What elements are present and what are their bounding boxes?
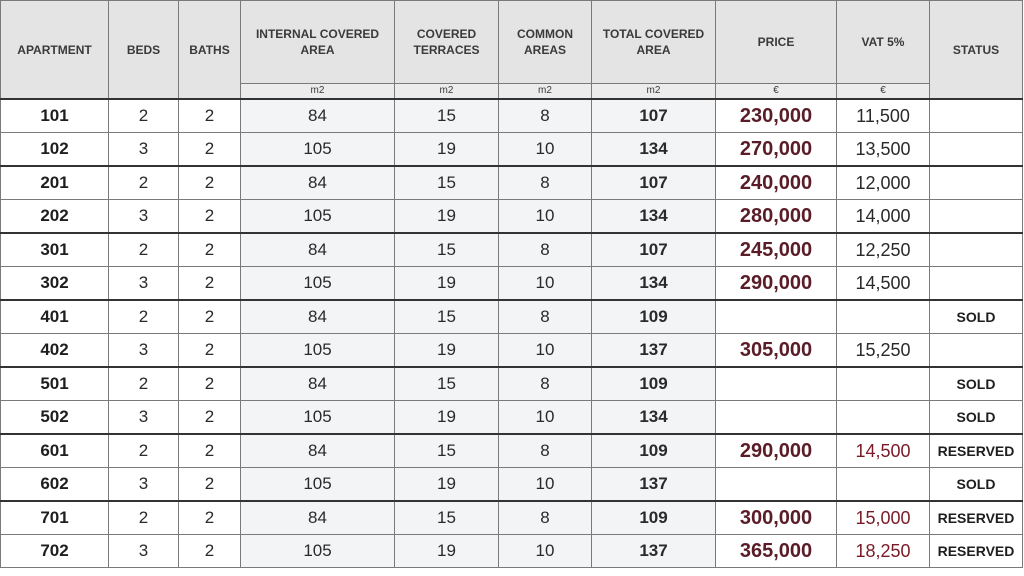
cell-apartment: 502 [1,401,109,435]
cell-vat: 18,250 [837,535,930,568]
table-row [1,535,1023,568]
cell-baths: 2 [179,267,241,301]
cell-price: 290,000 [716,267,837,301]
cell-common-areas: 8 [499,367,592,401]
cell-common-areas: 8 [499,233,592,267]
cell-apartment: 501 [1,367,109,401]
cell-status: SOLD [930,401,1023,435]
table-header [1,1,1023,100]
cell-status [930,334,1023,368]
cell-status: SOLD [930,468,1023,502]
cell-internal-area: 84 [241,501,395,535]
cell-apartment: 302 [1,267,109,301]
cell-common-areas: 8 [499,501,592,535]
cell-price: 270,000 [716,133,837,167]
cell-covered-terraces: 19 [395,535,499,568]
cell-vat [837,401,930,435]
cell-status: RESERVED [930,535,1023,568]
cell-common-areas: 10 [499,401,592,435]
cell-covered-terraces: 15 [395,99,499,133]
cell-total-covered-area: 109 [592,501,716,535]
header-baths: BATHS [179,1,241,100]
cell-internal-area: 105 [241,535,395,568]
unit-total-covered-area: m2 [592,84,716,100]
cell-price: 240,000 [716,166,837,200]
cell-internal-area: 105 [241,267,395,301]
cell-covered-terraces: 19 [395,334,499,368]
cell-total-covered-area: 134 [592,133,716,167]
header-internal-area: INTERNAL COVERED AREA [241,1,395,84]
header-covered-terraces: COVERED TERRACES [395,1,499,84]
header-price: PRICE [716,1,837,84]
header-apartment: APARTMENT [1,1,109,100]
cell-baths: 2 [179,434,241,468]
table-row [1,501,1023,535]
cell-status: RESERVED [930,501,1023,535]
cell-internal-area: 105 [241,401,395,435]
cell-vat: 15,000 [837,501,930,535]
cell-status [930,233,1023,267]
cell-covered-terraces: 19 [395,468,499,502]
cell-covered-terraces: 19 [395,133,499,167]
cell-price [716,300,837,334]
cell-beds: 2 [109,367,179,401]
cell-beds: 3 [109,334,179,368]
table-row [1,166,1023,200]
cell-internal-area: 105 [241,133,395,167]
header-common-areas: COMMON AREAS [499,1,592,84]
table-body [1,99,1023,568]
cell-beds: 3 [109,468,179,502]
cell-price [716,367,837,401]
cell-price: 230,000 [716,99,837,133]
cell-price: 365,000 [716,535,837,568]
cell-common-areas: 10 [499,535,592,568]
cell-covered-terraces: 19 [395,267,499,301]
unit-price: € [716,84,837,100]
cell-common-areas: 10 [499,468,592,502]
cell-covered-terraces: 15 [395,501,499,535]
cell-baths: 2 [179,233,241,267]
cell-vat: 12,000 [837,166,930,200]
cell-total-covered-area: 134 [592,267,716,301]
cell-apartment: 701 [1,501,109,535]
cell-apartment: 201 [1,166,109,200]
cell-baths: 2 [179,334,241,368]
cell-price [716,401,837,435]
cell-common-areas: 10 [499,133,592,167]
cell-internal-area: 105 [241,200,395,234]
cell-common-areas: 10 [499,200,592,234]
unit-internal-area: m2 [241,84,395,100]
header-status: STATUS [930,1,1023,100]
cell-baths: 2 [179,535,241,568]
cell-vat: 14,500 [837,434,930,468]
cell-beds: 2 [109,434,179,468]
cell-baths: 2 [179,300,241,334]
cell-vat [837,468,930,502]
table-row [1,367,1023,401]
cell-internal-area: 84 [241,233,395,267]
cell-apartment: 101 [1,99,109,133]
cell-covered-terraces: 15 [395,166,499,200]
table-row [1,200,1023,234]
cell-internal-area: 84 [241,166,395,200]
cell-status: SOLD [930,367,1023,401]
cell-vat: 14,500 [837,267,930,301]
cell-vat: 11,500 [837,99,930,133]
cell-beds: 3 [109,535,179,568]
cell-beds: 3 [109,200,179,234]
table-row [1,401,1023,435]
cell-price: 245,000 [716,233,837,267]
cell-total-covered-area: 109 [592,434,716,468]
cell-beds: 2 [109,99,179,133]
cell-apartment: 301 [1,233,109,267]
cell-common-areas: 8 [499,434,592,468]
cell-baths: 2 [179,401,241,435]
cell-total-covered-area: 137 [592,468,716,502]
cell-total-covered-area: 107 [592,233,716,267]
cell-apartment: 202 [1,200,109,234]
cell-vat: 15,250 [837,334,930,368]
cell-beds: 2 [109,233,179,267]
cell-total-covered-area: 107 [592,166,716,200]
cell-apartment: 602 [1,468,109,502]
cell-apartment: 402 [1,334,109,368]
cell-apartment: 601 [1,434,109,468]
cell-status [930,166,1023,200]
cell-baths: 2 [179,468,241,502]
cell-price: 280,000 [716,200,837,234]
unit-common-areas: m2 [499,84,592,100]
cell-internal-area: 84 [241,367,395,401]
cell-price: 290,000 [716,434,837,468]
cell-internal-area: 84 [241,300,395,334]
cell-covered-terraces: 19 [395,200,499,234]
cell-beds: 3 [109,267,179,301]
cell-beds: 2 [109,501,179,535]
cell-total-covered-area: 137 [592,334,716,368]
cell-total-covered-area: 134 [592,200,716,234]
header-beds: BEDS [109,1,179,100]
cell-common-areas: 8 [499,300,592,334]
cell-covered-terraces: 15 [395,434,499,468]
cell-vat: 12,250 [837,233,930,267]
cell-beds: 3 [109,133,179,167]
cell-internal-area: 84 [241,434,395,468]
cell-vat: 13,500 [837,133,930,167]
cell-beds: 2 [109,166,179,200]
cell-status [930,133,1023,167]
cell-total-covered-area: 134 [592,401,716,435]
cell-total-covered-area: 107 [592,99,716,133]
cell-price [716,468,837,502]
cell-beds: 2 [109,300,179,334]
cell-status: SOLD [930,300,1023,334]
header-vat: VAT 5% [837,1,930,84]
cell-apartment: 702 [1,535,109,568]
cell-common-areas: 10 [499,267,592,301]
cell-baths: 2 [179,133,241,167]
table-row [1,300,1023,334]
cell-status [930,99,1023,133]
cell-covered-terraces: 15 [395,367,499,401]
cell-covered-terraces: 15 [395,233,499,267]
cell-baths: 2 [179,367,241,401]
cell-vat [837,367,930,401]
cell-price: 305,000 [716,334,837,368]
cell-vat [837,300,930,334]
table-row [1,468,1023,502]
table-row [1,133,1023,167]
cell-baths: 2 [179,200,241,234]
cell-total-covered-area: 109 [592,367,716,401]
cell-vat: 14,000 [837,200,930,234]
table-row [1,434,1023,468]
cell-status: RESERVED [930,434,1023,468]
cell-apartment: 401 [1,300,109,334]
cell-internal-area: 84 [241,99,395,133]
header-total-covered-area: TOTAL COVERED AREA [592,1,716,84]
cell-common-areas: 10 [499,334,592,368]
cell-baths: 2 [179,166,241,200]
cell-price: 300,000 [716,501,837,535]
cell-status [930,200,1023,234]
cell-total-covered-area: 137 [592,535,716,568]
unit-covered-terraces: m2 [395,84,499,100]
cell-internal-area: 105 [241,468,395,502]
cell-common-areas: 8 [499,166,592,200]
cell-baths: 2 [179,501,241,535]
cell-covered-terraces: 15 [395,300,499,334]
table-row [1,267,1023,301]
cell-covered-terraces: 19 [395,401,499,435]
cell-beds: 3 [109,401,179,435]
cell-apartment: 102 [1,133,109,167]
cell-status [930,267,1023,301]
cell-total-covered-area: 109 [592,300,716,334]
table-row [1,334,1023,368]
table-row [1,233,1023,267]
table-row [1,99,1023,133]
unit-vat: € [837,84,930,100]
cell-baths: 2 [179,99,241,133]
cell-common-areas: 8 [499,99,592,133]
cell-internal-area: 105 [241,334,395,368]
